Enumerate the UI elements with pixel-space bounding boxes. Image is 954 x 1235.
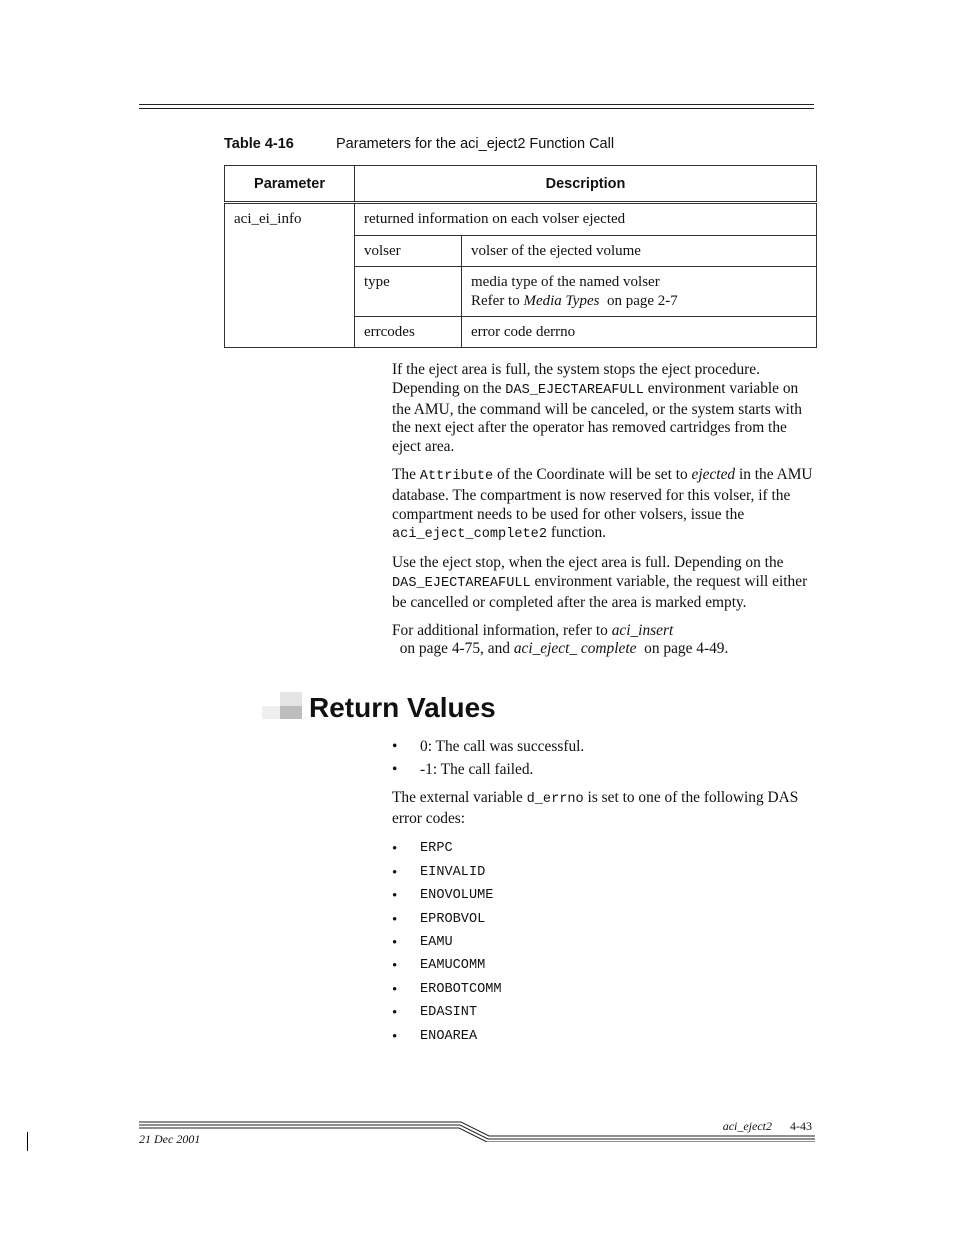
field-name: volser [364,243,401,259]
heading-decoration-icon [280,706,302,719]
bullet-icon: • [392,911,398,928]
bullet-icon: • [392,841,398,858]
list-item: • EAMU [392,934,453,951]
field-description: volser of the ejected volume [471,243,641,259]
parameter-description: returned information on each volser ejected [364,211,626,227]
aci-eject-complete-link[interactable]: aci_eject_ complete [513,640,637,658]
paragraph-eject-area-full: If the eject area is full, the system stops the eject procedure. Depending on the DAS_EJECTAREAFULL environment variable on the AMU, the command will be canceled, or the system starts with the next eject after the operator has removed cartridges from the eject area. [392,361,802,456]
env-variable: DAS_EJECTAREAFULL [505,382,644,398]
list-item: • ERPC [392,841,453,858]
list-item: • ENOVOLUME [392,888,494,905]
ejected-term: ejected [691,465,736,483]
table-title: Parameters for the aci_eject2 Function Call [336,136,615,152]
bullet-icon: • [392,981,398,998]
parameters-table [224,165,817,348]
function-code: aci_eject_complete2 [392,527,547,543]
column-header-description: Description [355,166,817,203]
paragraph-errno: The external variable d_errno is set to one of the following DAS error codes: [392,788,799,827]
env-variable: DAS_EJECTAREAFULL [392,575,531,591]
list-item: • ENOAREA [392,1028,478,1045]
errno-code: d_errno [526,791,584,807]
list-item: • EROBOTCOMM [392,981,502,998]
body-paragraphs [392,361,817,668]
paragraph-attribute: The Attribute of the Coordinate will be set to ejected in the AMU database. The compartment is now reserved for this volser, if the compartment needs to be used for other volsers, issue the aci_eject_complete2 function. [392,465,813,543]
bullet-icon: • [392,1005,398,1022]
footer-date: 21 Dec 2001 [139,1132,201,1146]
refer-suffix: on page 2-7 [599,293,678,309]
media-types-link[interactable]: Media Types [523,293,600,309]
list-item: • 0: The call was successful. [392,738,585,755]
return-values-list [392,738,817,780]
field-name: errcodes [364,324,415,340]
bullet-icon: • [392,738,398,755]
table-row [225,203,817,236]
field-description: error code derrno [471,324,576,340]
footer-page-number: 4-43 [790,1119,812,1133]
attribute-code: Attribute [419,468,494,484]
list-item: • EPROBVOL [392,911,486,928]
list-item: • EAMUCOMM [392,958,486,975]
bullet-icon: • [392,1028,398,1045]
list-item: • EDASINT [392,1005,478,1022]
list-item: • EINVALID [392,864,486,881]
footer-rules [139,1118,815,1142]
field-name: type [364,274,390,290]
bullet-icon: • [392,934,398,951]
bullet-icon: • [392,761,398,778]
bullet-icon: • [392,958,398,975]
table-number: Table 4-16 [224,136,294,152]
refer-prefix: Refer to [471,293,524,309]
parameter-name: aci_ei_info [234,211,302,227]
footer-function-name: aci_eject2 [722,1119,772,1133]
header-rule [139,104,814,105]
paragraph-additional-info: For additional information, refer to aci_insert on page 4-75, and aci_eject_ complete on page 4-49. [392,621,729,658]
field-description-line: media type of the named volser [471,274,660,290]
field-description [462,267,816,316]
description-cell [355,203,817,236]
paragraph-eject-stop: Use the eject stop, when the eject area is full. Depending on the DAS_EJECTAREAFULL environment variable, the request will either be cancelled or completed after the area is marked empty. [392,554,808,611]
parameter-cell [225,203,355,348]
section-heading: Return Values [309,692,496,723]
header-rule [139,108,814,109]
list-item: • -1: The call failed. [392,761,534,778]
error-codes-list [392,840,817,1051]
bullet-icon: • [392,864,398,881]
table-caption [224,136,614,152]
bullet-icon: • [392,888,398,905]
aci-insert-link[interactable]: aci_insert [611,621,674,639]
heading-decoration-icon [280,692,302,706]
column-header-parameter: Parameter [225,166,355,203]
change-bar [27,1132,28,1151]
return-values-section [392,738,817,1051]
